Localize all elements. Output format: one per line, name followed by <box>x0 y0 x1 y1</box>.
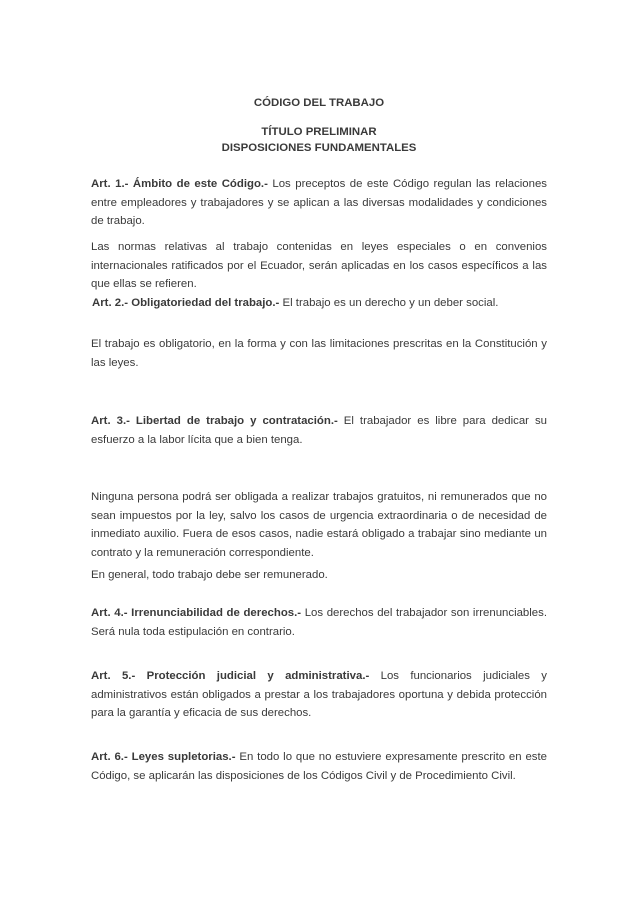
document-title: CÓDIGO DEL TRABAJO <box>253 97 385 109</box>
article-2-paragraph <box>92 294 548 313</box>
article-4-paragraph <box>91 604 547 641</box>
article-1-paragraph-2 <box>91 238 547 294</box>
article-2-heading: Art. 2.- Obligatoriedad del trabajo.- <box>92 297 280 309</box>
article-5-heading: Art. 5.- Protección judicial y administrativa.- <box>91 670 370 682</box>
article-3-paragraph-3 <box>91 566 547 585</box>
article-6-heading: Art. 6.- Leyes supletorias.- <box>91 751 236 763</box>
article-3-text-2: Ninguna persona podrá ser obligada a realizar trabajos gratuitos, ni remunerados que no sean impuestos por la ley, salvo los casos de urgencia extraordinaria o de necesidad de inmediato auxilio. Fuera de esos casos, nadie estará obligado a trabajar sino mediante un contrato y la remuneración correspondiente. <box>91 491 547 559</box>
article-3-paragraph-2 <box>91 488 547 562</box>
article-6-text: En todo lo que no estuviere expresamente prescrito en este Código, se aplicarán las disposiciones de los Códigos Civil y de Procedimiento Civil. <box>91 751 547 782</box>
article-3-text-3: En general, todo trabajo debe ser remunerado. <box>91 569 328 581</box>
document-subtitle-section: DISPOSICIONES FUNDAMENTALES <box>221 142 417 154</box>
article-4-text: Los derechos del trabajador son irrenunciables. Será nula toda estipulación en contrario. <box>91 607 547 638</box>
article-1-paragraph <box>91 175 547 231</box>
article-3-text: El trabajador es libre para dedicar su esfuerzo a la labor lícita que a bien tenga. <box>91 415 547 446</box>
article-2-text-2: El trabajo es obligatorio, en la forma y con las limitaciones prescritas en la Constitución y las leyes. <box>91 338 547 369</box>
article-4-heading: Art. 4.- Irrenunciabilidad de derechos.- <box>91 607 302 619</box>
article-2-paragraph-2 <box>91 335 547 372</box>
document-subtitle-title: TÍTULO PRELIMINAR <box>261 126 377 138</box>
article-1-text: Los preceptos de este Código regulan las relaciones entre empleadores y trabajadores y se aplican a las diversas modalidades y condiciones de trabajo. <box>91 178 548 228</box>
article-3-heading: Art. 3.- Libertad de trabajo y contratación.- <box>91 415 338 427</box>
article-1-heading: Art. 1.- Ámbito de este Código.- <box>91 178 268 190</box>
article-6-paragraph <box>91 748 547 785</box>
article-5-paragraph <box>91 667 547 723</box>
article-1-text-2: Las normas relativas al trabajo contenidas en leyes especiales o en convenios internacionales ratificados por el Ecuador, serán aplicadas en los casos específicos a las que ellas se refieren. <box>91 241 547 291</box>
article-2-text: El trabajo es un derecho y un deber social. <box>279 297 499 309</box>
article-5-text: Los funcionarios judiciales y administrativos están obligados a prestar a los trabajadores oportuna y debida protección para la garantía y eficacia de sus derechos. <box>91 670 547 720</box>
article-3-paragraph <box>91 412 547 449</box>
